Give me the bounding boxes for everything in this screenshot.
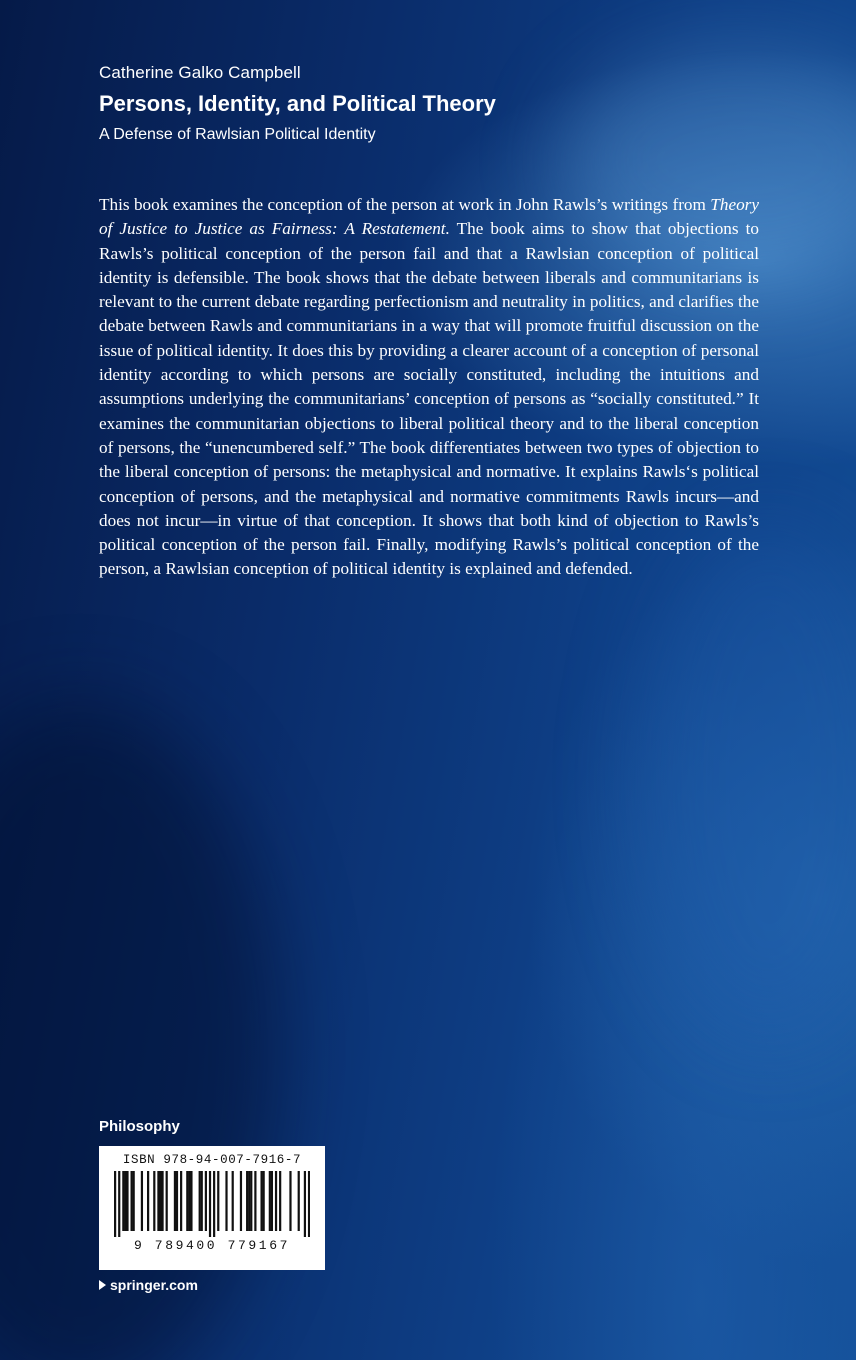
barcode-bar [271, 1171, 273, 1231]
barcode-bar [201, 1171, 203, 1231]
publisher-link-label: springer.com [110, 1277, 198, 1293]
barcode-bar [161, 1171, 163, 1231]
barcode-bar [308, 1171, 310, 1237]
barcode-bar [217, 1171, 219, 1231]
barcode-bar [159, 1171, 161, 1231]
barcode-bar [124, 1171, 126, 1231]
barcode-bar [157, 1171, 159, 1231]
barcode-bar [131, 1171, 133, 1231]
barcode-bar [188, 1171, 190, 1231]
barcode-bar [289, 1171, 291, 1231]
barcode-bar [176, 1171, 178, 1231]
isbn-barcode [99, 1146, 325, 1270]
book-title: Persons, Identity, and Political Theory [99, 91, 496, 116]
barcode-bar [153, 1171, 155, 1231]
barcode-bar [122, 1171, 124, 1231]
barcode-bar [118, 1171, 120, 1237]
subject-category: Philosophy [99, 1118, 180, 1135]
description-italic-title: Theory of Justice to Justice as Fairness: A Restatement. [99, 195, 759, 239]
barcode-bar [250, 1171, 252, 1231]
description-body: The book aims to show that objections to Rawls’s political conception of the person fail and that a Rawlsian conception of political identity is defensible. The book shows that the debate between liberals and communitarians is relevant to the current debate regarding perfectionism and neutrality in politics, and clarifies the debate between Rawls and communitarians in a way that will promote fruitful discussion on the issue of political identity. It does this by providing a clearer account of a conception of personal identity according to which persons are socially constituted, including the intuitions and assumptions underlying the communitarians’ conception of persons as “socially constituted.” It examines the communitarian objections to liberal political theory and to the liberal conception of persons, the “unencumbered self.” The book differentiates between two types of objection to the liberal conception of persons: the metaphysical and normative. It explains Rawls‘s political conception of persons, and the metaphysical and normative commitments Rawls incurs—and does not incur—in virtue of that conception. It shows that both kind of objection to Rawls’s political conception of the person fail. Finally, modifying Rawls’s political conception of the person, a Rawlsian conception of political identity is explained and defended. [99, 219, 760, 579]
barcode-bar [126, 1171, 128, 1231]
description-intro: This book examines the conception of the person at work in John Rawls’s writings from [99, 195, 711, 214]
barcode-bar [298, 1171, 300, 1231]
barcode-bar [248, 1171, 250, 1231]
isbn-label: ISBN 978-94-007-7916-7 [122, 1153, 302, 1167]
publisher-link[interactable] [99, 1277, 198, 1293]
barcode-digits: 9 789400 779167 [133, 1238, 291, 1253]
barcode-bar [275, 1171, 277, 1231]
barcode-bar [141, 1171, 143, 1231]
barcode-bar [205, 1171, 207, 1231]
barcode-bar [225, 1171, 227, 1231]
barcode-bar [180, 1171, 182, 1231]
barcode-bar [186, 1171, 188, 1231]
barcode-bar [304, 1171, 306, 1237]
barcode-bar [254, 1171, 256, 1231]
barcode-bar [199, 1171, 201, 1231]
barcode-bar [147, 1171, 149, 1231]
barcode-bar [174, 1171, 176, 1231]
barcode-bar [114, 1171, 116, 1237]
barcode-bars [114, 1171, 310, 1237]
barcode-bar [263, 1171, 265, 1231]
author-name: Catherine Galko Campbell [99, 63, 301, 82]
barcode-bar [232, 1171, 234, 1231]
barcode-bar [246, 1171, 248, 1231]
barcode-bar [166, 1171, 168, 1231]
barcode-bar [279, 1171, 281, 1231]
barcode-bar [240, 1171, 242, 1231]
book-description [99, 193, 759, 582]
book-subtitle: A Defense of Rawlsian Political Identity [99, 126, 376, 143]
barcode-bar [260, 1171, 262, 1231]
background-swirl [640, 520, 856, 1040]
barcode-bar [209, 1171, 211, 1237]
barcode-bar [190, 1171, 192, 1231]
barcode-bar [213, 1171, 215, 1237]
barcode-bar [269, 1171, 271, 1231]
barcode-bar [133, 1171, 135, 1231]
triangle-right-icon [99, 1280, 106, 1290]
